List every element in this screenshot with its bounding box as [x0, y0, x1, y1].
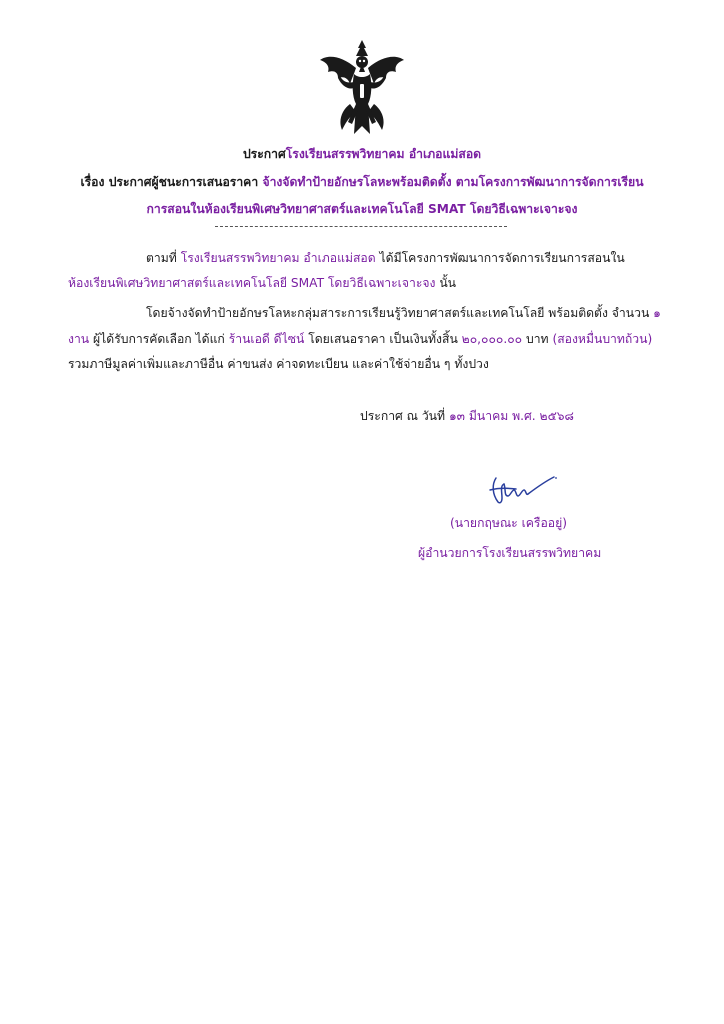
school-name: โรงเรียนสรรพวิทยาคม อำเภอแม่สอด	[285, 147, 482, 161]
para2-amount-words: (สองหมื่นบาทถ้วน)	[552, 332, 653, 346]
paragraph-2-line-3	[68, 356, 489, 372]
para2-currency: บาท	[525, 332, 549, 346]
paragraph-1-line-1	[146, 250, 625, 266]
paragraph-2-line-2	[68, 331, 652, 347]
divider-line	[215, 226, 507, 227]
para1-project: ห้องเรียนพิเศษวิทยาศาสตร์และเทคโนโลยี SMAT โดยวิธีเฉพาะเจาะจง	[68, 276, 436, 290]
announcement-date	[360, 408, 574, 424]
para1-suffix: นั้น	[439, 276, 456, 290]
subject-prefix: เรื่อง ประกาศผู้ชนะการเสนอราคา	[80, 175, 259, 189]
para2-text-offer: โดยเสนอราคา เป็นเงินทั้งสิ้น	[308, 332, 458, 346]
subject-body-line1: จ้างจัดทำป้ายอักษรโลหะพร้อมติดตั้ง ตามโครงการพัฒนาการจัดการเรียน	[262, 175, 644, 189]
paragraph-1-line-2	[68, 275, 456, 291]
signatory-position: ผู้อำนวยการโรงเรียนสรรพวิทยาคม	[418, 546, 602, 560]
para2-amount: ๒๐,๐๐๐.๐๐	[461, 332, 523, 346]
announcer-prefix: ประกาศ	[242, 147, 286, 161]
para2-vendor: ร้านเอดี ดีไซน์	[228, 332, 305, 346]
announcement-heading	[0, 146, 724, 162]
para1-prefix: ตามที่	[146, 251, 177, 265]
handwritten-signature	[486, 474, 558, 508]
para2-line1: โดยจ้างจัดทำป้ายอักษรโลหะกลุ่มสาระการเรียนรู้วิทยาศาสตร์และเทคโนโลยี พร้อมติดตั้ง จำนวน	[146, 306, 650, 320]
para1-text1: ได้มีโครงการพัฒนาการจัดการเรียนการสอนใน	[379, 251, 625, 265]
subject-line-2	[0, 201, 724, 217]
subject-line-1	[0, 174, 724, 190]
paragraph-2-line-1	[146, 305, 661, 321]
para2-qty: ๑	[653, 306, 661, 320]
para2-text-selected: ผู้ได้รับการคัดเลือก ได้แก่	[93, 332, 225, 346]
signatory-name: (นายกฤษณะ เครืออยู่)	[450, 516, 567, 530]
para1-school: โรงเรียนสรรพวิทยาคม อำเภอแม่สอด	[180, 251, 376, 265]
para2-unit: งาน	[68, 332, 90, 346]
para2-line3: รวมภาษีมูลค่าเพิ่มและภาษีอื่น ค่าขนส่ง ค่าจดทะเบียน และค่าใช้จ่ายอื่น ๆ ทั้งปวง	[68, 357, 489, 371]
date-prefix: ประกาศ ณ วันที่	[360, 409, 446, 423]
garuda-emblem-icon	[316, 38, 408, 138]
date-value: ๑๓ มีนาคม พ.ศ. ๒๕๖๘	[448, 409, 574, 423]
subject-body-line2: การสอนในห้องเรียนพิเศษวิทยาศาสตร์และเทคโนโลยี SMAT โดยวิธีเฉพาะเจาะจง	[146, 202, 578, 216]
